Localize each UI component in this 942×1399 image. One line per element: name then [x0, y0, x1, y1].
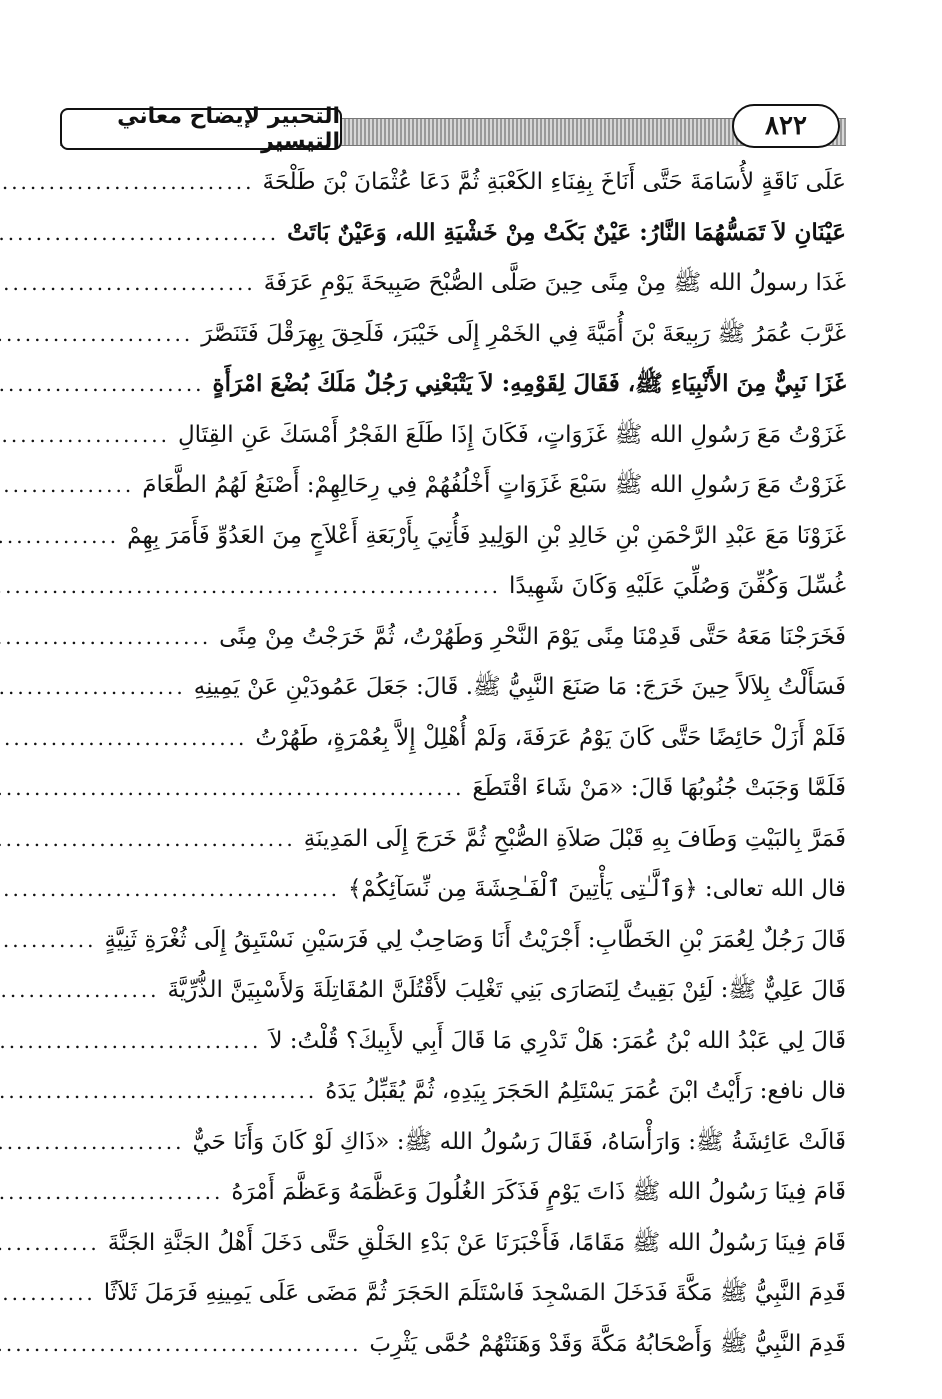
entry-text: فَلَمْ أَزَلْ حَائِضًا حَتَّى كَانَ يَوْمُ عَرَفَةَ، وَلَمْ أُهْلِلْ إِلاَّ بِعُمْرَةٍ، طَهُرْتُ	[255, 724, 846, 751]
entry-text: غَزَا نَبِيٌّ مِنَ الأَنْبِيَاءِ ﷺ، فَقَالَ لِقَوْمِهِ: لاَ يَتْبَعْنِي رَجُلٌ مَلَكَ بُضْعَ امْرَأَةٍ	[212, 370, 846, 397]
entry-text: قَامَ فِينَا رَسُولُ الله ﷺ مَقَامًا، فَأَخْبَرَنَا عَنْ بَدْءِ الخَلْقِ حَتَّى دَخَلَ أَهْلُ الجَنَّةِ الجَنَّةَ	[107, 1229, 846, 1256]
index-entry	[76, 510, 846, 561]
entry-text: قَالَتْ عَائِشَةُ ﷺ: وَارَأْسَاهُ، فَقَالَ رَسُولُ الله ﷺ: «ذَاكِ لَوْ كَانَ وَأَنَا حَيٌّ	[192, 1128, 846, 1155]
entry-leader-dots	[0, 814, 304, 865]
index-entry	[76, 358, 846, 409]
entry-leader-dots	[0, 460, 142, 511]
entry-text: قَالَ لِي عَبْدُ الله بْنُ عُمَرَ: هَلْ تَدْرِي مَا قَالَ أَبِي لأَبِيكَ؟ قُلْتُ: لاَ	[269, 1027, 846, 1054]
page-number: ٨٢٢	[732, 104, 840, 148]
entry-leader-dots	[0, 713, 255, 764]
entry-leader-dots	[0, 258, 264, 309]
index-entry	[76, 1166, 846, 1217]
entry-text: قَالَ عَلِيٌّ ﷺ: لَئِنْ بَقِيتُ لِنَصَارَى بَنِي تَغْلِبَ لأَقْتُلَنَّ المُقَاتِلَةَ وَلأَسْبِيَنَّ الذُّرِّيَّةَ	[167, 977, 846, 1003]
entry-leader-dots	[0, 561, 509, 612]
entry-leader-dots	[0, 1218, 108, 1269]
entry-text: غَزَوْتُ مَعَ رَسُولِ الله ﷺ سَبْعَ غَزَوَاتٍ أَخْلُفُهُمْ فِي رِحَالِهِمْ: أَصْنَعُ لَهُمُ الطَّعَامَ	[142, 472, 846, 498]
index-entry	[76, 459, 846, 510]
entry-text: غَزَوْنَا مَعَ عَبْدِ الرَّحْمَنِ بْنِ خَالِدِ بْنِ الوَلِيدِ فَأُتِيَ بِأَرْبَعَةِ أَعْلاَجٍ مِنَ العَدُوِّ فَأَمَرَ بِهِمْ	[127, 522, 846, 549]
entry-leader-dots	[0, 864, 348, 915]
index-entry	[76, 1015, 846, 1066]
entry-text: غَدَا رسولُ الله ﷺ مِنْ مِنًى حِينَ صَلَّى الصُّبْحَ صَبِيحَةَ يَوْمِ عَرَفَةَ	[263, 270, 846, 296]
entry-leader-dots	[0, 511, 127, 562]
entry-leader-dots	[0, 359, 213, 410]
index-entry	[76, 914, 846, 965]
entry-leader-dots	[0, 662, 194, 713]
index-entry	[76, 308, 846, 359]
entry-text: فَمَرَّ بِالبَيْتِ وَطَافَ بِهِ قَبْلَ صَلاَةِ الصُّبْحِ ثُمَّ خَرَجَ إِلَى المَدِينَةِ	[303, 825, 846, 852]
index-entry	[76, 863, 846, 914]
index-entry	[76, 813, 846, 864]
entry-leader-dots	[0, 410, 178, 461]
index-entry	[76, 560, 846, 611]
index-entry	[76, 1318, 846, 1369]
index-entry	[76, 611, 846, 662]
entry-text: فَخَرَجْنَا مَعَهُ حَتَّى قَدِمْنَا مِنًى يَوْمَ النَّحْرِ وَطَهُرْتُ، ثُمَّ خَرَجْتُ مِنْ مِنًى	[219, 623, 846, 650]
page-header	[60, 104, 846, 154]
index-entry	[76, 964, 846, 1015]
index-entry	[76, 762, 846, 813]
index-entry	[76, 409, 846, 460]
entry-text: غُسِّلَ وَكُفِّنَ وَصُلِّيَ عَلَيْهِ وَكَانَ شَهِيدًا	[509, 573, 846, 599]
entry-leader-dots	[0, 208, 287, 259]
index-entry	[76, 257, 846, 308]
entry-leader-dots	[0, 1016, 269, 1067]
index-entry	[76, 1065, 846, 1116]
entry-text: قَدِمَ النَّبِيُّ ﷺ مَكَّةَ فَدَخَلَ المَسْجِدَ فَاسْتَلَمَ الحَجَرَ ثُمَّ مَضَى عَلَى يَمِينِهِ فَرَمَلَ ثَلاَثًا	[103, 1280, 846, 1306]
entry-leader-dots	[0, 763, 472, 814]
entry-leader-dots	[0, 965, 168, 1016]
entry-text: غَرَّبَ عُمَرُ ﷺ رَبِيعَةَ بْنَ أُمَيَّةَ فِي الخَمْرِ إِلَى خَيْبَرَ، فَلَحِقَ بِهِرَقْلَ فَتَنَصَّرَ	[201, 320, 846, 347]
entry-leader-dots	[0, 915, 104, 966]
index-entry	[76, 1217, 846, 1268]
entry-text: قَدِمَ النَّبِيُّ ﷺ وَأَصْحَابُهُ مَكَّةَ وَقَدْ وَهَنَتْهُمْ حُمَّى يَثْرِبَ	[369, 1330, 846, 1357]
index-entry	[76, 207, 846, 258]
entry-leader-dots	[0, 309, 201, 360]
index-entry	[76, 156, 846, 207]
entry-text: عَلَى نَاقَةٍ لأُسَامَةَ حَتَّى أَنَاخَ بِفِنَاءِ الكَعْبَةِ ثُمَّ دَعَا عُثْمَانَ بْنَ طَلْحَةَ	[262, 169, 846, 195]
index-entries	[76, 156, 846, 1368]
book-title: التحبير لإيضاح معاني التيسير	[60, 108, 342, 150]
entry-text: قَامَ فِينَا رَسُولُ الله ﷺ ذَاتَ يَوْمٍ فَذَكَرَ الغُلُولَ وَعَظَّمَهُ وَعَظَّمَ أَمْرَهُ	[231, 1179, 846, 1205]
entry-text: قال الله تعالى: ﴿وَٱلَّـٰتِى يَأْتِينَ ٱلْفَـٰحِشَةَ مِن نِّسَآئِكُمْ﴾	[347, 876, 846, 902]
index-entry	[76, 1267, 846, 1318]
entry-leader-dots	[0, 157, 262, 208]
entry-leader-dots	[0, 1319, 369, 1370]
entry-leader-dots	[0, 612, 219, 663]
entry-text: غَزَوْتُ مَعَ رَسُولِ الله ﷺ غَزَوَاتٍ، فَكَانَ إِذَا طَلَعَ الفَجْرُ أَمْسَكَ عَنِ القِتَالِ	[177, 421, 846, 448]
entry-leader-dots	[0, 1268, 104, 1319]
entry-leader-dots	[0, 1167, 231, 1218]
index-entry	[76, 661, 846, 712]
entry-text: قال نافع: رَأَيْتُ ابْنَ عُمَرَ يَسْتَلِمُ الحَجَرَ بِيَدِهِ، ثُمَّ يُقَبِّلُ يَدَهُ	[325, 1078, 846, 1104]
entry-leader-dots	[0, 1117, 193, 1168]
index-entry	[76, 1116, 846, 1167]
index-entry	[76, 712, 846, 763]
entry-text: عَيْنَانِ لاَ تَمَسُّهُمَا النَّارُ: عَيْنٌ بَكَتْ مِنْ خَشْيَةِ الله، وَعَيْنٌ بَاتَتْ	[287, 218, 846, 246]
entry-leader-dots	[0, 1066, 325, 1117]
entry-text: قَالَ رَجُلٌ لِعُمَرَ بْنِ الخَطَّابِ: أَجْرَيْتُ أَنَا وَصَاحِبٌ لِي فَرَسَيْنِ نَسْتَبِقُ إِلَى ثُغْرَةِ ثَنِيَّةٍ	[104, 926, 846, 953]
entry-text: فَلَمَّا وَجَبَتْ جُنُوبُهَا قَالَ: «مَنْ شَاءَ اقْتَطَعَ	[472, 775, 846, 801]
entry-text: فَسَأَلْتُ بِلاَلاً حِينَ خَرَجَ: مَا صَنَعَ النَّبِيُّ ﷺ. قَالَ: جَعَلَ عَمُودَيْنِ عَنْ يَمِينِهِ	[193, 674, 846, 700]
